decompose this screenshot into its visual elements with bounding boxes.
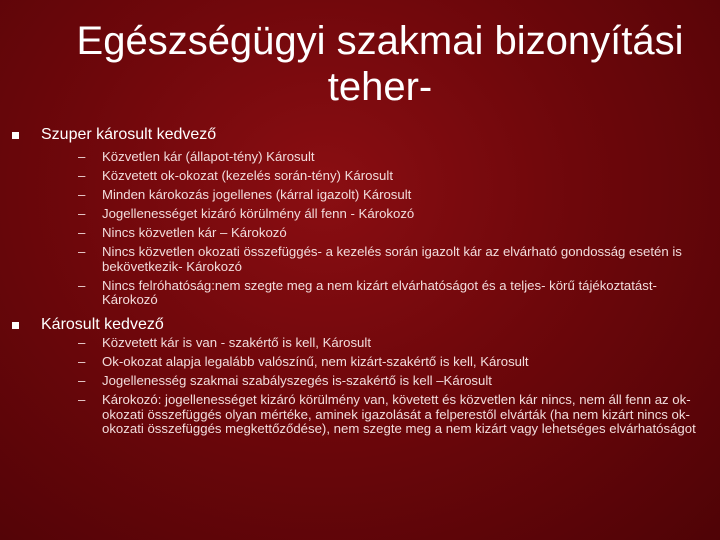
list-item-text: Jogellenességet kizáró körülmény áll fenn - Károkozó	[102, 205, 415, 221]
list-item-text: Közvetett kár is van - szakértő is kell, Károsult	[102, 335, 371, 350]
list-item-text: Közvetett ok-okozat (kezelés során-tény) Károsult	[102, 167, 393, 183]
list-item	[80, 188, 700, 203]
list-item-text: Károkozó: jogellenességet kizáró körülmény van, követett és közvetlen kár nincs, nem áll fenn az ok-okozati összefüggés olyan mértéke, aminek igazolását a felperestől elvárták (ha nem kizárt nincs ok-okozati összefüggés megkettőződése), nem szegte meg a nem kizárt vagy lehetséges elvárhatóságot	[102, 391, 696, 437]
list-item-text: Ok-okozat alapja legalább valószínű, nem kizárt-szakértő is kell, Károsult	[102, 353, 529, 369]
list-item	[80, 393, 700, 437]
list-item-text: Nincs közvetlen kár – Károkozó	[102, 224, 287, 240]
dash-bullet-icon: –	[78, 391, 86, 407]
list-item	[80, 355, 700, 370]
list-item	[80, 207, 700, 222]
section-heading-text: Károsult kedvező	[41, 316, 164, 333]
slide-title	[40, 18, 720, 110]
list-item	[80, 169, 700, 184]
list-item	[80, 336, 700, 351]
dash-bullet-icon: –	[78, 277, 86, 293]
dash-bullet-icon: –	[78, 149, 86, 164]
list-item-text: Minden károkozás jogellenes (kárral igazolt) Károsult	[102, 186, 412, 202]
list-item-text: Közvetlen kár (állapot-tény) Károsult	[102, 149, 315, 164]
list-item-text: Nincs felróhatóság:nem szegte meg a nem kizárt elvárhatóságot és a teljes- körű tájékoztatást- Károkozó	[102, 277, 657, 308]
list-item	[80, 245, 700, 274]
section-item-list	[80, 150, 700, 312]
dash-bullet-icon: –	[78, 243, 86, 259]
dash-bullet-icon: –	[78, 335, 86, 350]
dash-bullet-icon: –	[78, 186, 86, 202]
dash-bullet-icon: –	[78, 167, 86, 183]
section-item-list	[80, 336, 700, 441]
dash-bullet-icon: –	[78, 224, 86, 240]
list-item-text: Nincs közvetlen okozati összefüggés- a kezelés során igazolt kár az elvárható gondosság esetén is bekövetkezik- Károkozó	[102, 243, 682, 274]
dash-bullet-icon: –	[78, 372, 86, 388]
slide-title-line-1: Egészségügyi szakmai bizonyítási	[76, 19, 684, 63]
section-heading	[12, 126, 216, 144]
square-bullet-icon	[12, 132, 19, 139]
list-item	[80, 279, 700, 308]
slide-title-line-2: teher-	[327, 65, 433, 109]
section-heading-text: Szuper károsult kedvező	[41, 126, 217, 143]
square-bullet-icon	[12, 322, 19, 329]
dash-bullet-icon: –	[78, 353, 86, 369]
list-item	[80, 226, 700, 241]
list-item	[80, 150, 700, 165]
list-item-text: Jogellenesség szakmai szabályszegés is-szakértő is kell –Károsult	[102, 372, 492, 388]
dash-bullet-icon: –	[78, 205, 86, 221]
list-item	[80, 374, 700, 389]
section-heading	[12, 316, 164, 334]
